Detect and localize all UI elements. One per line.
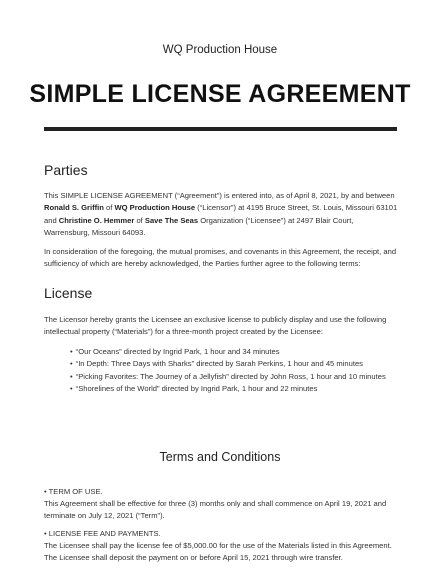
title-divider <box>44 127 397 131</box>
term-of-use-text: This Agreement shall be effective for three (3) months only and shall commence on April 19, 2021 and terminate on July 12, 2021 (“Term”). <box>44 499 387 521</box>
license-fee-line-2: The Licensee shall deposit the payment on or before April 15, 2021 through wire transfer. <box>44 553 343 562</box>
list-item: • “Picking Favorites: The Journey of a Jellyfish” directed by John Ross, 1 hour and 10 minutes <box>70 371 386 383</box>
licensor-name: Ronald S. Griffin <box>44 203 104 213</box>
parties-paragraph-1 <box>44 190 399 240</box>
parties-paragraph-2: In consideration of the foregoing, the mutual promises, and covenants in this Agreement, the receipt, and sufficiency of which are hereby acknowledged, the Parties further agree to the following terms: <box>44 247 397 269</box>
section-heading-license: License <box>44 285 93 301</box>
license-fee-line-1: The Licensee shall pay the license fee of $5,000.00 for the use of the Materials listed in this Agreement. <box>44 541 392 550</box>
list-item: • “In Depth: Three Days with Sharks” directed by Sarah Perkins, 1 hour and 45 minutes <box>70 358 386 370</box>
license-paragraph: The Licensor hereby grants the Licensee an exclusive license to publicly display and use the following intellectual property (“Materials”) for a three-month project created by the Licensee: <box>44 315 387 337</box>
company-name: WQ Production House <box>162 44 278 56</box>
term-of-use-title: • TERM OF USE. <box>44 487 103 496</box>
parties-text-a: This SIMPLE LICENSE AGREEMENT (“Agreement”) is entered into, as of April 8, 2021, by and between <box>44 191 395 200</box>
section-heading-parties: Parties <box>44 162 88 178</box>
licensee-name: Christine O. Hemmer <box>58 215 135 225</box>
licensee-org: Save The Seas <box>144 215 199 225</box>
document-title: SIMPLE LICENSE AGREEMENT <box>29 80 411 108</box>
parties-text-b: of <box>103 203 115 213</box>
list-item: • “Our Oceans” directed by Ingrid Park, 1 hour and 34 minutes <box>70 346 386 358</box>
list-item: • “Shorelines of the World” directed by Ingrid Park, 1 hour and 22 minutes <box>70 383 386 395</box>
parties-text-c: (“Licensor”) at 4195 Bruce Street, St. Louis, Missouri 63101 and <box>44 203 398 225</box>
parties-text-e: Organization (“Licensee”) at 2497 Blair Court, Warrensburg, Missouri 64093. <box>44 215 354 238</box>
license-fee-title: • LICENSE FEE AND PAYMENTS. <box>44 529 161 538</box>
section-heading-terms: Terms and Conditions <box>159 450 281 464</box>
licensor-org: WQ Production House <box>114 203 196 213</box>
materials-list <box>70 346 386 396</box>
parties-text-d: of <box>134 215 145 225</box>
